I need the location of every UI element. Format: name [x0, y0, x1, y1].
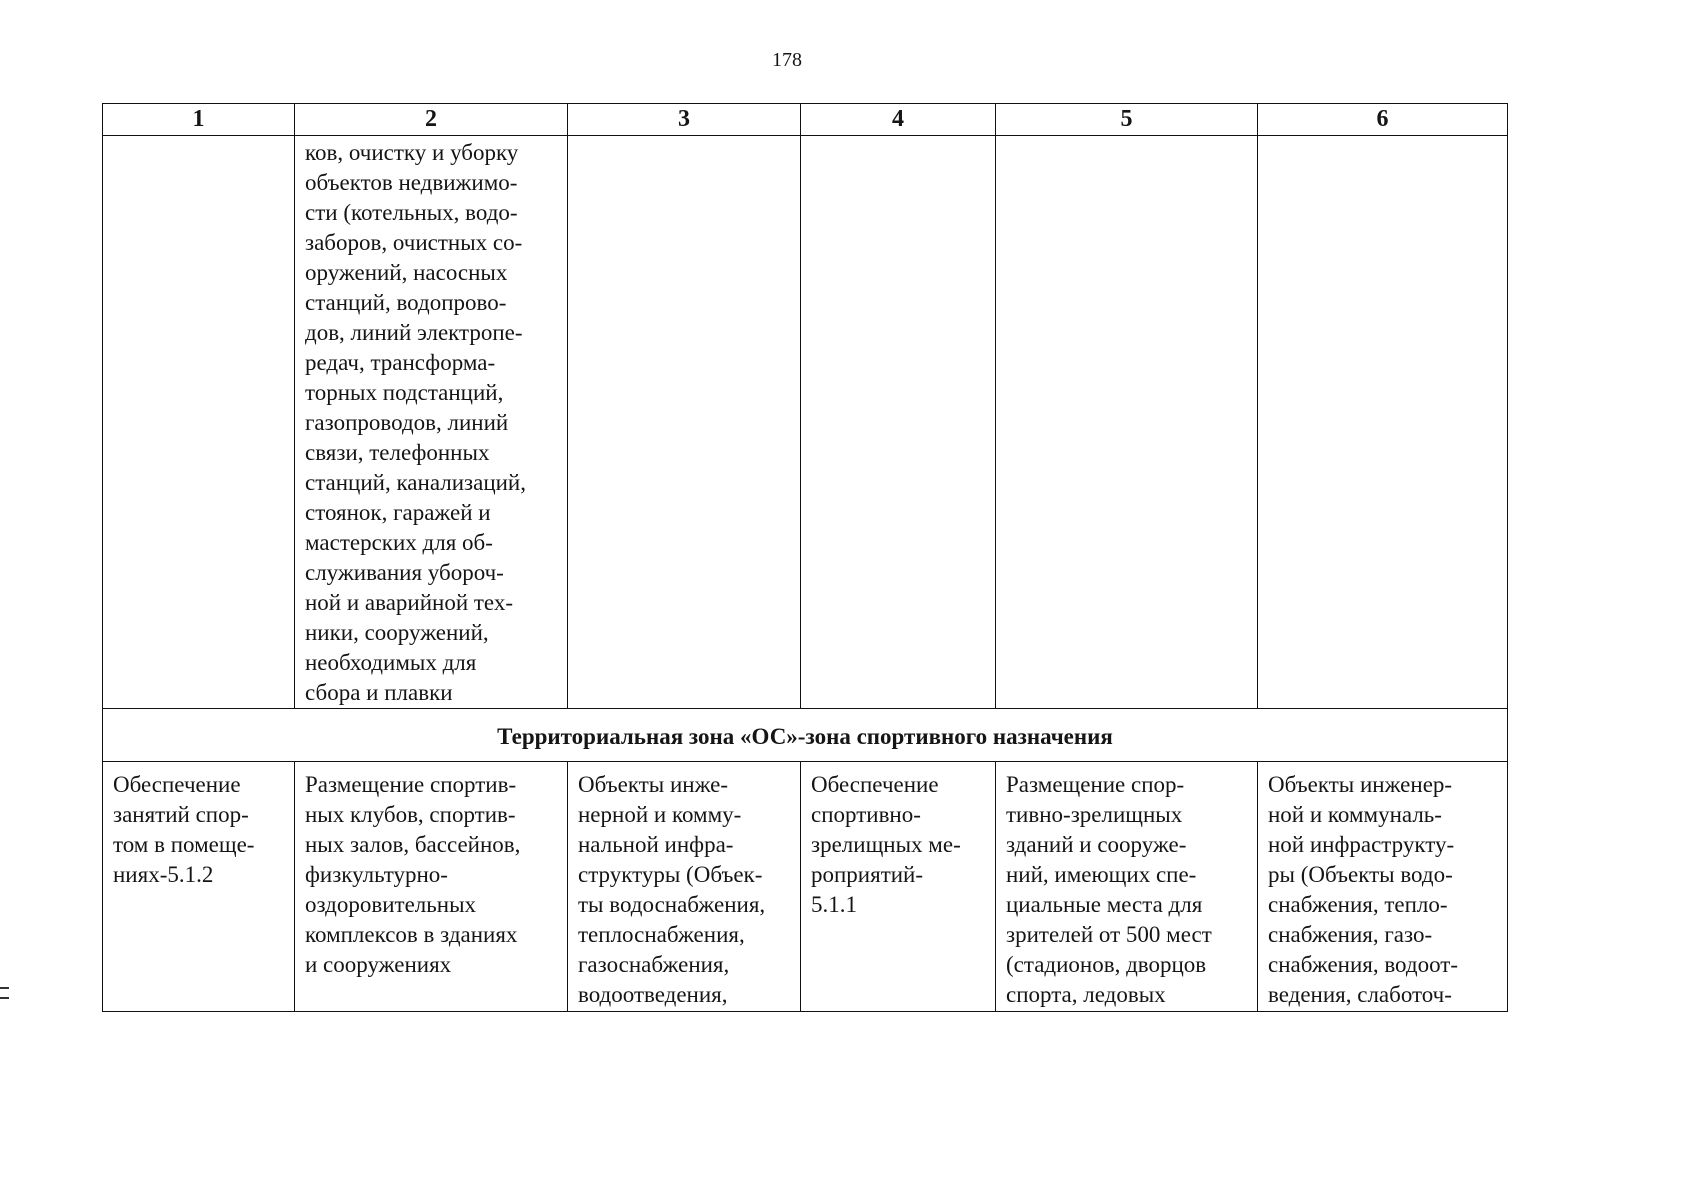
table-row	[103, 762, 1508, 1012]
scan-mark	[0, 997, 9, 999]
continuation-row	[103, 136, 1508, 709]
table-cell-col6: Объекты инженер- ной и коммуналь- ной инфраструкту- ры (Объекты водо- снабжения, тепло- снабжения, газо- снабжения, водоот- ведения, слаботоч-	[1258, 762, 1508, 1012]
header-row	[103, 104, 1508, 136]
column-header-5: 5	[996, 104, 1258, 136]
empty-cell	[996, 136, 1258, 709]
table-cell-col5: Размещение спор- тивно-зрелищных зданий и сооруже- ний, имеющих спе- циальные места для зрителей от 500 мест (стадионов, дворцов спорта, ледовых	[996, 762, 1258, 1012]
column-header-1: 1	[103, 104, 295, 136]
column-header-3: 3	[568, 104, 801, 136]
empty-cell	[103, 136, 295, 709]
empty-cell	[1258, 136, 1508, 709]
table-cell-col2: Размещение спортив- ных клубов, спортив- ных залов, бассейнов, физкультурно- оздоровительных комплексов в зданиях и сооружениях	[295, 762, 568, 1012]
column-header-6: 6	[1258, 104, 1508, 136]
zoning-table	[102, 103, 1508, 1012]
column-header-2: 2	[295, 104, 568, 136]
empty-cell	[801, 136, 996, 709]
table-cell-col3: Объекты инже- нерной и комму- нальной инфра- структуры (Объек- ты водоснабжения, теплоснабжения, газоснабжения, водоотведения,	[568, 762, 801, 1012]
table-cell-col1: Обеспечение занятий спор- том в помеще- ниях-5.1.2	[103, 762, 295, 1012]
zone-heading-row	[103, 709, 1508, 762]
column-header-4: 4	[801, 104, 996, 136]
table-cell-col4: Обеспечение спортивно- зрелищных ме- роприятий- 5.1.1	[801, 762, 996, 1012]
empty-cell	[568, 136, 801, 709]
page-number: 178	[772, 49, 802, 71]
zone-title: Территориальная зона «ОС»-зона спортивного назначения	[103, 709, 1508, 762]
scan-mark	[0, 987, 9, 989]
continued-text-cell: ков, очистку и уборку объектов недвижимо- сти (котельных, водо- заборов, очистных со- оружений, насосных станций, водопрово- дов, линий электропе- редач, трансформа- торных подстанций, газопроводов, линий связи, телефонных станций, канализаций, стоянок, гаражей и мастерских для об- служивания убороч- ной и аварийной тех- ники, сооружений, необходимых для сбора и плавки	[295, 136, 568, 709]
